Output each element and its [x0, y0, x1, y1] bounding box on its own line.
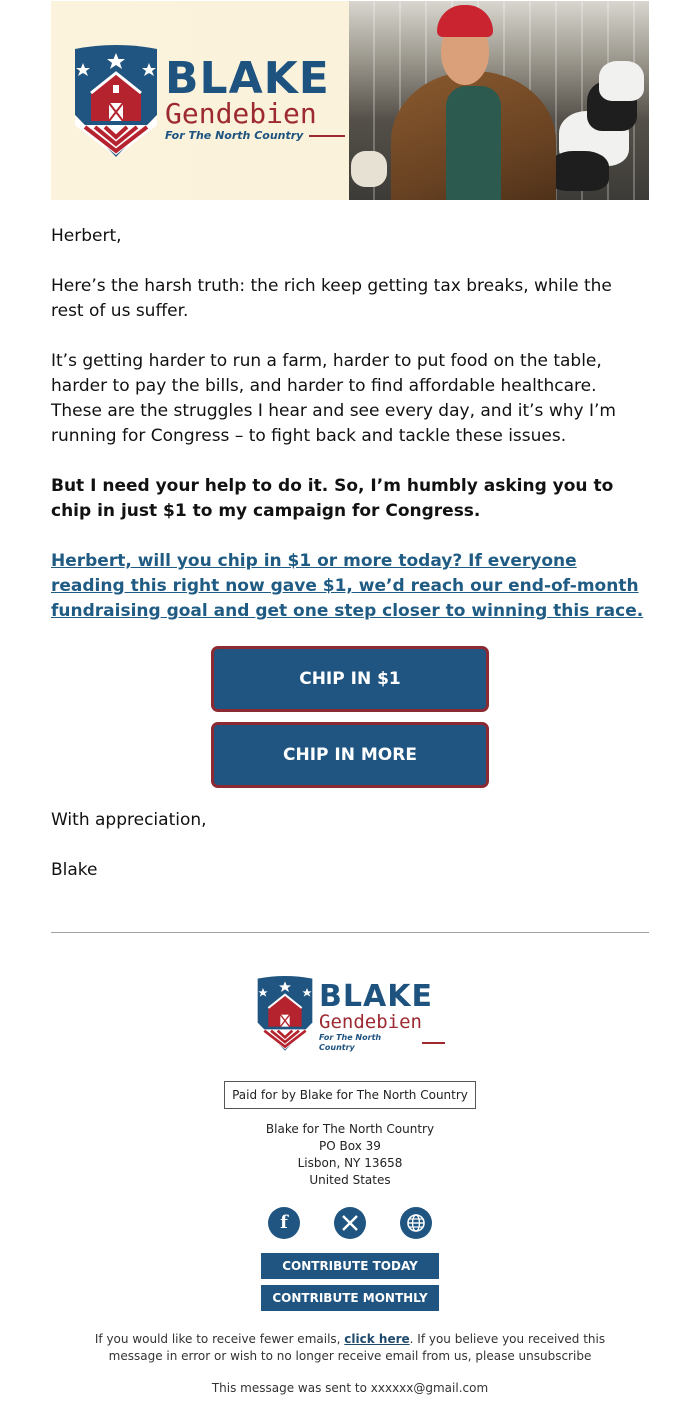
footer-logo-name-bottom: Gendebien: [319, 1011, 422, 1033]
globe-icon[interactable]: [400, 1207, 432, 1239]
logo-name-top: BLAKE: [165, 53, 330, 104]
email-paragraph-1: Here’s the harsh truth: the rich keep getting tax breaks, while the rest of us suffer.: [51, 276, 612, 321]
contribute-monthly-button[interactable]: CONTRIBUTE MONTHLY: [261, 1285, 439, 1311]
barn-shield-logo-icon: [255, 974, 315, 1054]
click-here-link[interactable]: click here: [344, 1332, 410, 1346]
facebook-icon[interactable]: f: [268, 1207, 300, 1239]
sent-to-notice: This message was sent to xxxxxx@gmail.com: [211, 1381, 489, 1395]
address-line-4: United States: [309, 1173, 391, 1187]
email-paragraph-3: But I need your help to do it. So, I’m humbly asking you to chip in just $1 to my campaign for Congress.: [51, 476, 614, 521]
unsubscribe-notice: If you would like to receive fewer emails, click here. If you believe you received this message in error or wish to no longer receive email from us, please unsubscribe: [94, 1332, 606, 1363]
email-paragraph-2: It’s getting harder to run a farm, harder to put food on the table, harder to pay the bills, and harder to find affordable healthcare. These are the struggles I hear and see every day, and it’s why I’m running for Congress – to fight back and tackle these issues.: [51, 351, 616, 446]
chip-in-more-button[interactable]: CHIP IN MORE: [211, 722, 489, 788]
header-banner: [51, 1, 649, 200]
candidate-photo: [351, 1, 561, 200]
social-links: [51, 1207, 649, 1239]
barn-shield-logo-icon: [71, 45, 161, 159]
email-greeting: Herbert,: [51, 226, 122, 246]
contribute-today-button[interactable]: CONTRIBUTE TODAY: [261, 1253, 439, 1279]
x-icon[interactable]: [334, 1207, 366, 1239]
donate-link-paragraph[interactable]: Herbert, will you chip in $1 or more today? If everyone reading this right now gave $1, we’d reach our end-of-month fundraising goal and get one step closer to winning this race.: [51, 551, 644, 621]
footer-logo-tagline: For The North Country: [319, 1033, 445, 1053]
logo-tagline: For The North Country: [165, 129, 345, 143]
address-line-2: PO Box 39: [319, 1139, 381, 1153]
address-line-3: Lisbon, NY 13658: [297, 1156, 403, 1170]
email-signoff: With appreciation,: [51, 810, 207, 830]
chip-in-1-button[interactable]: CHIP IN $1: [211, 646, 489, 712]
footer-logo: [255, 974, 445, 1054]
email-signature: Blake: [51, 860, 98, 880]
address-line-1: Blake for The North Country: [265, 1122, 435, 1136]
mailing-address: [51, 1121, 649, 1189]
logo-name-bottom: Gendebien: [165, 97, 317, 130]
paid-for-disclaimer: Paid for by Blake for The North Country: [224, 1081, 476, 1109]
footer-logo-name-top: BLAKE: [319, 979, 433, 1014]
header-logo-text: [165, 53, 345, 143]
